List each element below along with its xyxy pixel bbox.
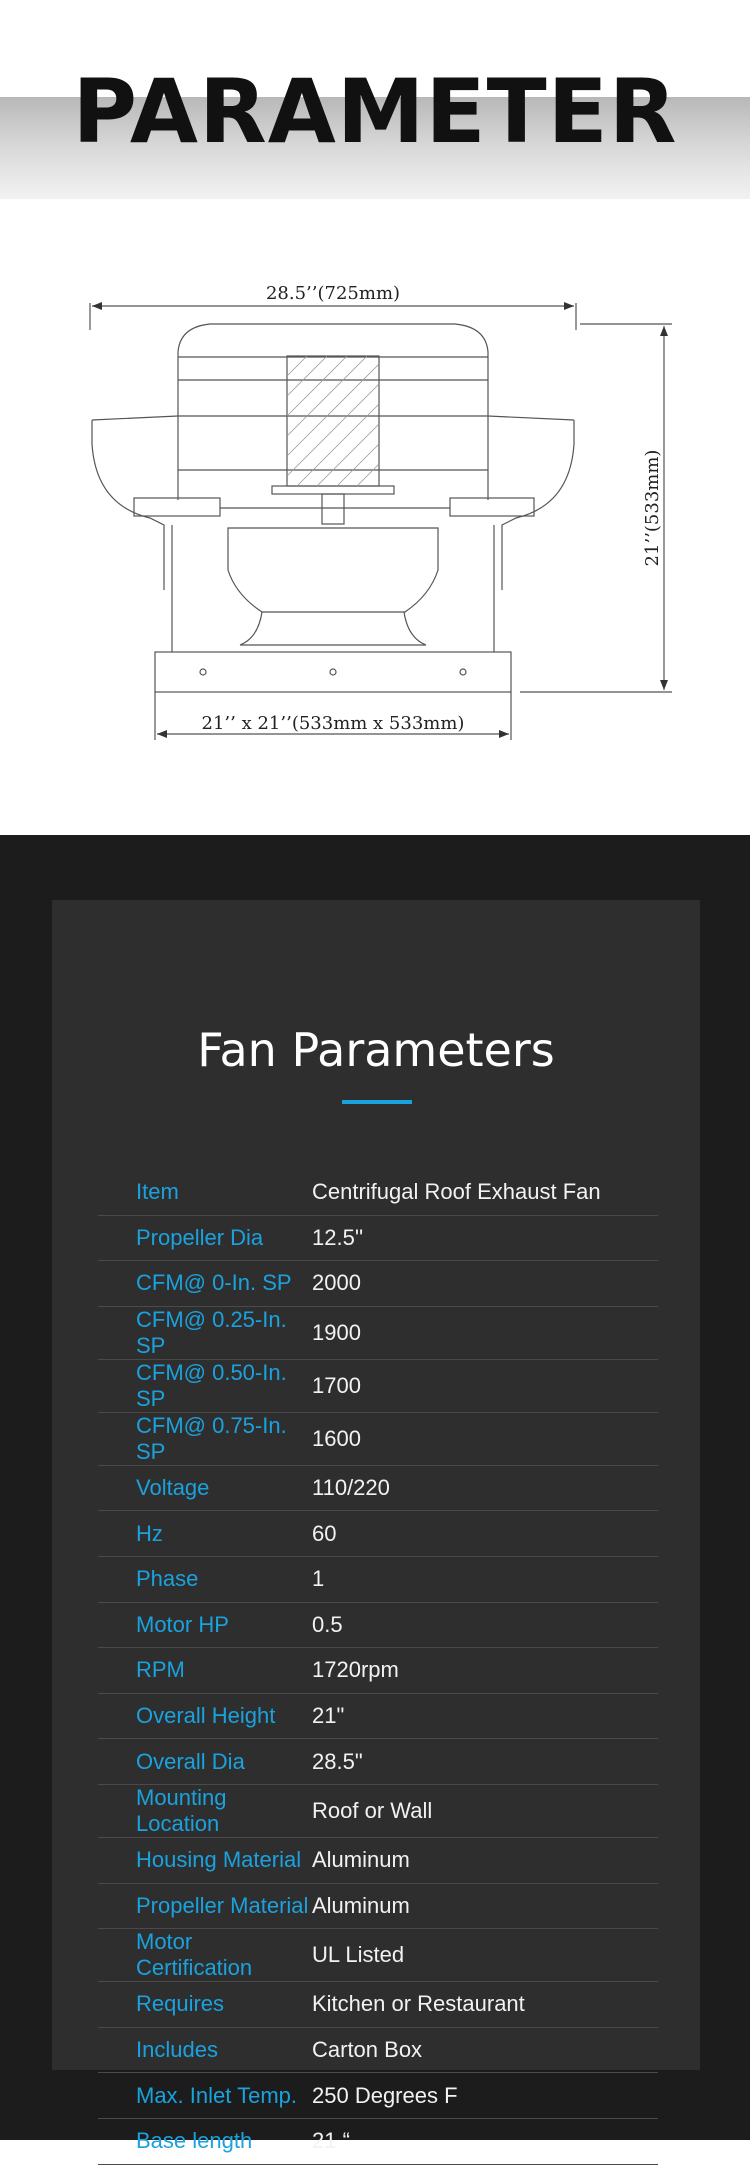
table-row [98,1215,658,1261]
parameter-value: 28.5" [312,1739,658,1785]
parameter-name: Overall Dia [98,1739,312,1785]
parameter-name: Requires [98,1982,312,2028]
parameter-name: Mounting Location [98,1784,312,1837]
table-row [98,1837,658,1883]
parameter-value: Aluminum [312,1837,658,1883]
parameter-name: Propeller Dia [98,1215,312,1261]
parameter-value: Kitchen or Restaurant [312,1982,658,2028]
table-row [98,1693,658,1739]
parameter-value: Aluminum [312,1883,658,1929]
table-row [98,1883,658,1929]
base-hole-2 [330,669,336,675]
page-title: PARAMETER [72,60,678,163]
table-row [98,1306,658,1359]
parameter-name: Propeller Material [98,1883,312,1929]
table-row [98,1648,658,1694]
parameter-value: Roof or Wall [312,1784,658,1837]
parameter-name: CFM@ 0-In. SP [98,1261,312,1307]
parameter-name: Overall Height [98,1693,312,1739]
motor-shaft [322,494,344,524]
parameter-value: 21 “ [312,2118,658,2164]
card-title: Fan Parameters [197,1023,555,1077]
parameter-name: Includes [98,2027,312,2073]
width-dimension-label: 28.5’’(725mm) [265,283,401,304]
parameter-value: 1 [312,1556,658,1602]
parameter-value: 1600 [312,1412,658,1465]
base-dimension-label: 21’’ x 21’’(533mm x 533mm) [201,713,465,734]
parameter-value: Centrifugal Roof Exhaust Fan [312,1170,658,1215]
parameter-value: 1900 [312,1306,658,1359]
parameters-table-body [98,1170,658,2164]
fan-dimension-drawing [0,240,750,800]
fan-drawing-svg [0,240,750,800]
housing-right [502,420,574,590]
table-row [98,1982,658,2028]
parameter-name: Motor HP [98,1602,312,1648]
parameter-value: 21" [312,1693,658,1739]
parameter-name: Housing Material [98,1837,312,1883]
fan-wheel [228,528,438,612]
parameters-table [98,1170,658,2165]
base-plate [155,652,511,692]
parameter-name: Phase [98,1556,312,1602]
table-row [98,1170,658,1215]
table-row [98,1929,658,1982]
parameter-name: RPM [98,1648,312,1694]
parameter-name: CFM@ 0.25-In. SP [98,1306,312,1359]
parameter-name: Voltage [98,1465,312,1511]
table-row [98,2073,658,2119]
motor-hatching [287,356,379,486]
plate-left [134,498,220,516]
height-dimension-label: 21’’(533mm) [642,449,663,567]
parameter-name: Item [98,1170,312,1215]
parameter-value: 110/220 [312,1465,658,1511]
parameter-value: 1720rpm [312,1648,658,1694]
parameter-name: Max. Inlet Temp. [98,2073,312,2119]
parameter-value: UL Listed [312,1929,658,1982]
table-row [98,2118,658,2164]
base-hole-1 [200,669,206,675]
parameter-name: CFM@ 0.50-In. SP [98,1359,312,1412]
plate-right [450,498,534,516]
table-row [98,1359,658,1412]
inlet-cone [240,612,426,645]
base-hole-3 [460,669,466,675]
table-row [98,1602,658,1648]
table-row [98,1556,658,1602]
table-row [98,1739,658,1785]
table-row [98,1465,658,1511]
table-row [98,1784,658,1837]
parameter-name: Hz [98,1511,312,1557]
parameter-name: CFM@ 0.75-In. SP [98,1412,312,1465]
parameter-name: Base length [98,2118,312,2164]
parameter-value: 12.5'' [312,1215,658,1261]
table-row [98,1412,658,1465]
table-row [98,2027,658,2073]
parameter-name: Motor Certification [98,1929,312,1982]
parameter-value: 0.5 [312,1602,658,1648]
title-underline [342,1100,412,1104]
housing-top-edge [92,416,574,420]
parameter-value: 1700 [312,1359,658,1412]
parameters-section [0,835,750,2154]
housing-left [92,420,164,590]
table-row [98,1511,658,1557]
parameter-value: 60 [312,1511,658,1557]
parameter-value: 250 Degrees F [312,2073,658,2119]
fan-cap-outline [178,324,488,380]
parameters-card [52,900,700,2154]
motor-body [287,356,379,486]
table-row [98,1261,658,1307]
parameter-value: 2000 [312,1261,658,1307]
parameter-value: Carton Box [312,2027,658,2073]
motor-mount [272,486,394,494]
